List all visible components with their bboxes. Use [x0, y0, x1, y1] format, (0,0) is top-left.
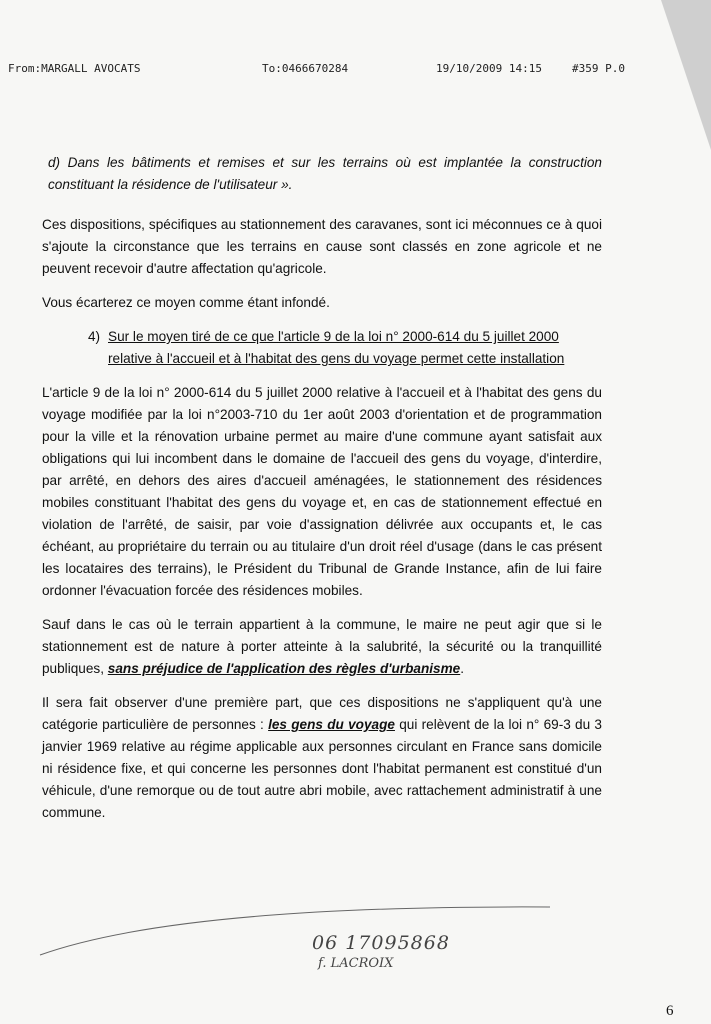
- folded-corner: [661, 0, 711, 150]
- heading-number: 4): [88, 329, 101, 344]
- fax-from: From:MARGALL AVOCATS: [8, 62, 141, 75]
- fax-header: [8, 62, 648, 80]
- emphasis-gens-du-voyage: les gens du voyage: [268, 717, 395, 732]
- page-number: 6: [666, 1003, 674, 1019]
- handwritten-phone: 06 17095868: [312, 932, 450, 954]
- handwritten-stroke: [30, 895, 590, 965]
- handwritten-name: f. LACROIX: [318, 956, 394, 971]
- fax-to: To:0466670284: [262, 62, 349, 75]
- heading-text: Sur le moyen tiré de ce que l'article 9 de la loi n° 2000-614 du 5 juillet 2000 relative à l'accueil et à l'habitat des gens du voyage permet cette installation: [108, 329, 565, 366]
- paragraph-maire-text: Sauf dans le cas où le terrain appartient à la commune, le maire ne peut agir que si le stationnement est de nature à porter atteinte à la salubrité, la sécurité ou la tranquillité publiques,: [42, 617, 602, 676]
- fax-date: 19/10/2009 14:15: [436, 62, 542, 75]
- document-body: [42, 152, 602, 824]
- paragraph-maire-end: .: [460, 661, 465, 676]
- paragraph-premiere-start: Il sera fait observer d'une première part, que ces dispositions ne s'appliquent qu'à une catégorie particulière de personnes :: [42, 695, 602, 732]
- paragraph-d: d) Dans les bâtiments et remises et sur les terrains où est implantée la construction constituant la résidence de l'utilisateur ».: [48, 155, 602, 192]
- emphasis-urbanisme: sans préjudice de l'application des règles d'urbanisme: [107, 661, 461, 676]
- paragraph-article-9: L'article 9 de la loi n° 2000-614 du 5 juillet 2000 relative à l'accueil et à l'habitat des gens du voyage modifiée par la loi n°2003-710 du 1er août 2003 d'orientation et de programmation pour la ville et la rénovation urbaine permet au maire d'une commune ayant satisfait aux obligations qui lui incombent dans le domaine de l'accueil des gens du voyage, d'interdire, par arrêté, en dehors des aires d'accueil aménagées, le stationnement des résidences mobiles constituant l'habitat des gens du voyage et, en cas de stationnement effectué en violation de l'arrêté, de saisir, par voie d'assignation délivrée aux occupants et, le cas échéant, au propriétaire du terrain ou au titulaire d'un droit réel d'usage (dans le cas présent les locataires des terrains), le Président du Tribunal de Grande Instance, afin de lui faire ordonner l'évacuation forcée des résidences mobiles.: [42, 385, 602, 598]
- fax-page: #359 P.0: [572, 62, 625, 75]
- paragraph-premiere-part: [42, 692, 602, 824]
- paragraph-premiere-end: qui relèvent de la loi n° 69-3 du 3 janvier 1969 relative au régime applicable aux personnes circulant en France sans domicile ni résidence fixe, et qui concerne les personnes dont l'habitat permanent est constitué d'un véhicule, d'une remorque ou de tout autre abri mobile, avec rattachement administratif à une commune.: [42, 717, 602, 820]
- paragraph-conclusion: Vous écarterez ce moyen comme étant infondé.: [42, 295, 330, 310]
- paragraph-dispositions: Ces dispositions, spécifiques au stationnement des caravanes, sont ici méconnues ce à quoi s'ajoute la circonstance que les terrains en cause sont classés en zone agricole et ne peuvent recevoir d'autre affectation qu'agricole.: [42, 217, 602, 276]
- paragraph-maire: [42, 614, 602, 680]
- section-heading-4: [42, 326, 602, 370]
